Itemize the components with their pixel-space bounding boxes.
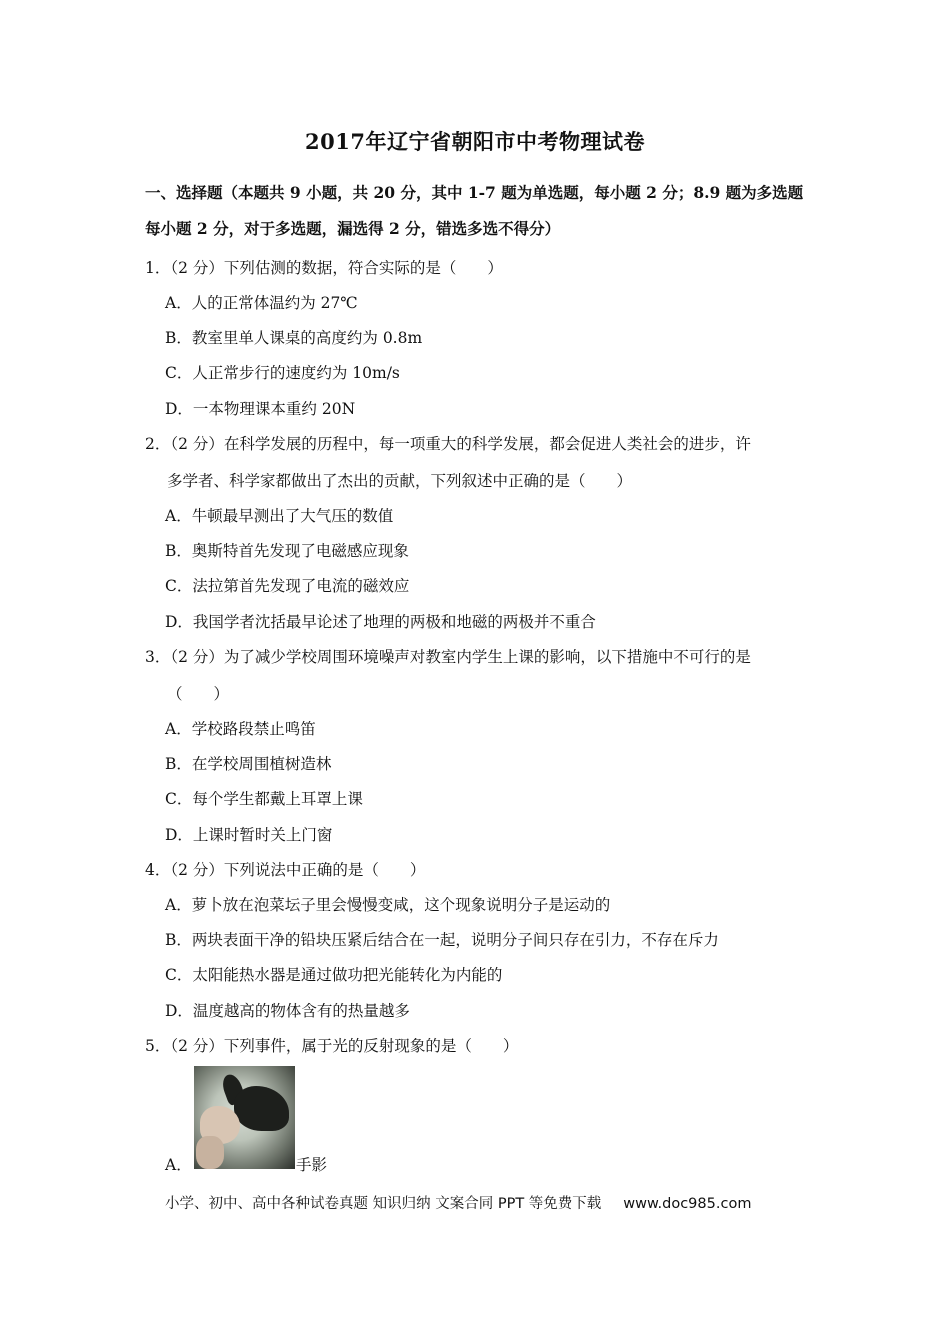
- q3-option-d: D．上课时暂时关上门窗: [165, 826, 333, 844]
- shadow-head-shape: [234, 1086, 289, 1131]
- q1-stem: 1．（2 分）下列估测的数据，符合实际的是（ ）: [145, 259, 503, 277]
- q1-option-c: C．人正常步行的速度约为 10m/s: [165, 364, 400, 382]
- q4-option-d: D．温度越高的物体含有的热量越多: [165, 1002, 410, 1020]
- wrist-shape: [196, 1136, 224, 1169]
- q4-option-b: B．两块表面干净的铅块压紧后结合在一起，说明分子间只存在引力，不存在斥力: [165, 931, 719, 949]
- footer-text: 小学、初中、高中各种试卷真题 知识归纳 文案合同 PPT 等免费下载: [165, 1196, 602, 1212]
- q2-option-c: C．法拉第首先发现了电流的磁效应: [165, 577, 410, 595]
- q2-option-d: D．我国学者沈括最早论述了地理的两极和地磁的两极并不重合: [165, 613, 596, 631]
- q4-stem: 4．（2 分）下列说法中正确的是（ ）: [145, 861, 426, 879]
- q5-stem: 5．（2 分）下列事件，属于光的反射现象的是（ ）: [145, 1037, 519, 1055]
- section-header-line2: 每小题 2 分，对于多选题，漏选得 2 分，错选多选不得分）: [145, 219, 561, 238]
- hand-shadow-photo: [194, 1066, 295, 1169]
- footer-url[interactable]: www.doc985.com: [623, 1196, 752, 1212]
- q3-stem-line2: （ ）: [167, 685, 230, 703]
- q1-option-b: B．教室里单人课桌的高度约为 0.8m: [165, 329, 423, 347]
- section-header: [145, 175, 825, 247]
- q1-option-a: A．人的正常体温约为 27℃: [165, 294, 358, 312]
- q2-stem-line2: 多学者、科学家都做出了杰出的贡献，下列叙述中正确的是（ ）: [167, 472, 633, 490]
- q2-option-b: B．奥斯特首先发现了电磁感应现象: [165, 542, 409, 560]
- q2-stem-line1: 2．（2 分）在科学发展的历程中，每一项重大的科学发展，都会促进人类社会的进步，许: [145, 435, 751, 453]
- q3-option-b: B．在学校周围植树造林: [165, 755, 332, 773]
- q2-option-a: A．牛顿最早测出了大气压的数值: [165, 507, 394, 525]
- page-footer: [165, 1192, 751, 1213]
- q5-option-a-caption: 手影: [296, 1156, 328, 1174]
- q5-option-a-prefix: A．: [165, 1156, 192, 1174]
- q3-stem-line1: 3．（2 分）为了减少学校周围环境噪声对教室内学生上课的影响，以下措施中不可行的是: [145, 648, 751, 666]
- q4-option-c: C．太阳能热水器是通过做功把光能转化为内能的: [165, 966, 503, 984]
- q3-option-a: A．学校路段禁止鸣笛: [165, 720, 316, 738]
- section-header-line1: 一、选择题（本题共 9 小题，共 20 分，其中 1-7 题为单选题，每小题 2 分；8.9 题为多选题: [145, 183, 804, 202]
- q3-option-c: C．每个学生都戴上耳罩上课: [165, 790, 363, 808]
- q4-option-a: A．萝卜放在泡菜坛子里会慢慢变咸，这个现象说明分子是运动的: [165, 896, 611, 914]
- q1-option-d: D．一本物理课本重约 20N: [165, 400, 356, 418]
- page-title: 2017年辽宁省朝阳市中考物理试卷: [305, 129, 645, 154]
